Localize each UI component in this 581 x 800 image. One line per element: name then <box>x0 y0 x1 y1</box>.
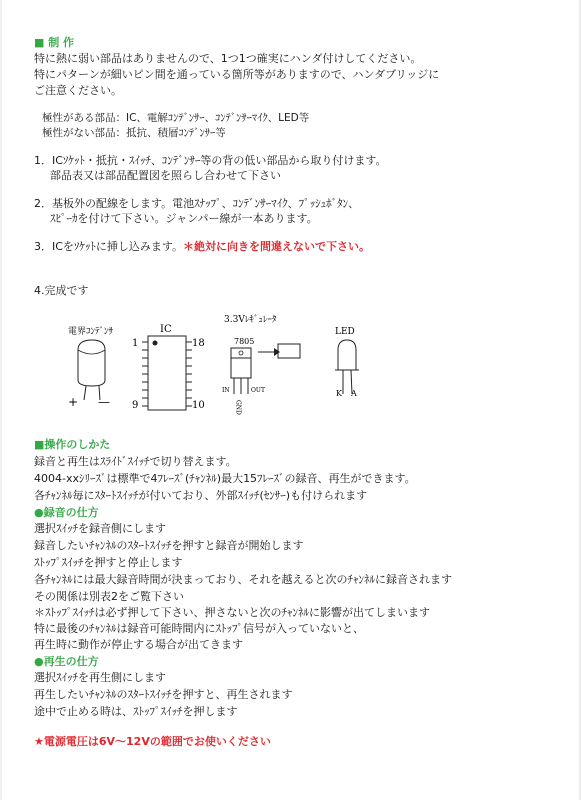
led-cathode-label: K <box>336 389 342 398</box>
assembly-text-line-1: 特に熱に弱い部品はありませんので、1つ1つ確実にハンダ付けしてください。 <box>34 52 422 65</box>
recording-text-7: 特に最後のﾁｬﾝﾈﾙは録音可能時間内にｽﾄｯﾌﾟ信号が入っていないと、 <box>34 622 364 635</box>
capacitor-body <box>78 340 105 386</box>
capacitor-plus-mark: + <box>68 395 79 409</box>
led-body <box>338 340 356 370</box>
regulator-body <box>231 358 251 378</box>
recording-text-4: 各ﾁｬﾝﾈﾙには最大録音時間が決まっており、それを越えると次のﾁｬﾝﾈﾙに録音されます <box>34 573 452 586</box>
step-4-text: 4.完成です <box>34 284 89 297</box>
section-heading-operation: ■操作のしかた <box>34 438 111 451</box>
regulator-hole <box>239 351 243 355</box>
capacitor-label: 電界ｺﾝﾃﾞﾝｻ <box>68 327 114 337</box>
playback-text-1: 選択ｽｲｯﾁを再生側にします <box>34 671 166 684</box>
regulator-model: 7805 <box>234 337 255 346</box>
recording-text-3: ｽﾄｯﾌﾟｽｲｯﾁを押すと停止します <box>34 556 183 569</box>
ic-pin-9: 9 <box>132 400 139 411</box>
regulator-arrow-head <box>274 348 280 356</box>
section-heading-playback: ●再生の仕方 <box>34 655 99 668</box>
ic-left-pins <box>142 342 148 406</box>
polarized-parts-line: 極性がある部品：IC、電解ｺﾝﾃﾞﾝｻｰ、ｺﾝﾃﾞﾝｻｰﾏｲｸ、LED等 <box>42 112 310 124</box>
step-3-text <box>34 240 370 254</box>
regulator-pin-gnd: GND <box>234 400 242 415</box>
ic-pin-10: 10 <box>192 400 205 411</box>
component-diagram <box>2 300 581 425</box>
step-1-subtext: 部品表又は部品配置図を照らし合わせて下さい <box>50 169 281 182</box>
step-3-main: 3．ICをｿｹｯﾄに挿し込みます。 <box>34 240 184 253</box>
operation-text-1: 録音と再生はｽﾗｲﾄﾞｽｲｯﾁで切り替えます。 <box>34 455 237 468</box>
regulator-tab <box>231 348 251 358</box>
non-polarized-parts-line: 極性がない部品：抵抗、積層ｺﾝﾃﾞﾝｻｰ等 <box>42 127 226 139</box>
recording-text-2: 録音したいﾁｬﾝﾈﾙのｽﾀｰﾄｽｲｯﾁを押すと録音が開始します <box>34 539 304 552</box>
regulator-title: 3.3Vﾚｷﾞｭﾚｰﾀ <box>224 315 277 325</box>
recording-text-5: その関係は別表2をご覧下さい <box>34 590 184 603</box>
ic-pin1-dot <box>153 341 158 346</box>
led-label: LED <box>335 327 355 337</box>
assembly-text-line-2: 特にパターンが細いピン間を通っている箇所等がありますので、ハンダブリッジに <box>34 68 440 81</box>
regulator-pin-out: OUT <box>251 387 265 394</box>
regulator-side-view <box>278 344 300 358</box>
section-heading-assembly: ■ 制 作 <box>34 36 75 49</box>
assembly-text-line-3: ご注意ください。 <box>34 84 122 97</box>
recording-text-8: 再生時に動作が停止する場合が出てきます <box>34 638 243 651</box>
operation-text-3: 各ﾁｬﾝﾈﾙ毎にｽﾀｰﾄｽｲｯﾁが付いており、外部ｽｲｯﾁ(ｾﾝｻｰ)も付けられます <box>34 489 368 502</box>
capacitor-top-edge <box>78 350 105 354</box>
step-2-text: 2．基板外の配線をします。電池ｽﾅｯﾌﾟ、ｺﾝﾃﾞﾝｻｰﾏｲｸ、ﾌﾟｯｼｭﾎﾞﾀﾝ、 <box>34 197 360 210</box>
capacitor-lead-plus <box>84 386 86 400</box>
ic-right-pins <box>186 342 192 406</box>
led-anode-label: A <box>351 389 357 398</box>
ic-pin-1: 1 <box>132 338 139 349</box>
recording-text-1: 選択ｽｲｯﾁを録音側にします <box>34 522 166 535</box>
step-3-warning: ＊絶対に向きを間違えないで下さい。 <box>183 240 371 253</box>
operation-text-2: 4004-xxｼﾘｰｽﾞは標準で4ﾌﾚｰｽﾞ(ﾁｬﾝﾈﾙ)最大15ﾌﾚｰｽﾞの録音、再生ができます。 <box>34 472 416 485</box>
regulator-leads <box>234 378 248 394</box>
step-2-subtext: ｽﾋﾟｰｶを付けて下さい。ジャンパー線が一本あります。 <box>50 212 318 225</box>
ic-pin-18: 18 <box>192 338 205 349</box>
ic-body <box>148 336 186 410</box>
playback-text-2: 再生したいﾁｬﾝﾈﾙのｽﾀｰﾄｽｲｯﾁを押すと、再生されます <box>34 688 293 701</box>
step-1-text: 1．ICｿｹｯﾄ・抵抗・ｽｲｯﾁ、ｺﾝﾃﾞﾝｻｰ等の背の低い部品から取り付けます。 <box>34 154 387 167</box>
regulator-pin-in: IN <box>222 387 230 394</box>
recording-text-6: ＊ｽﾄｯﾌﾟｽｲｯﾁは必ず押して下さい、押さないと次のﾁｬﾝﾈﾙに影響が出てしまいます <box>34 606 430 619</box>
section-heading-recording: ●録音の仕方 <box>34 506 99 519</box>
playback-text-3: 途中で止める時は、ｽﾄｯﾌﾟｽｲｯﾁを押します <box>34 705 238 718</box>
ic-label: IC <box>160 324 172 335</box>
capacitor-minus-mark: — <box>98 395 110 409</box>
voltage-warning: ★電源電圧は6V～12Vの範囲でお使いください <box>34 735 271 748</box>
